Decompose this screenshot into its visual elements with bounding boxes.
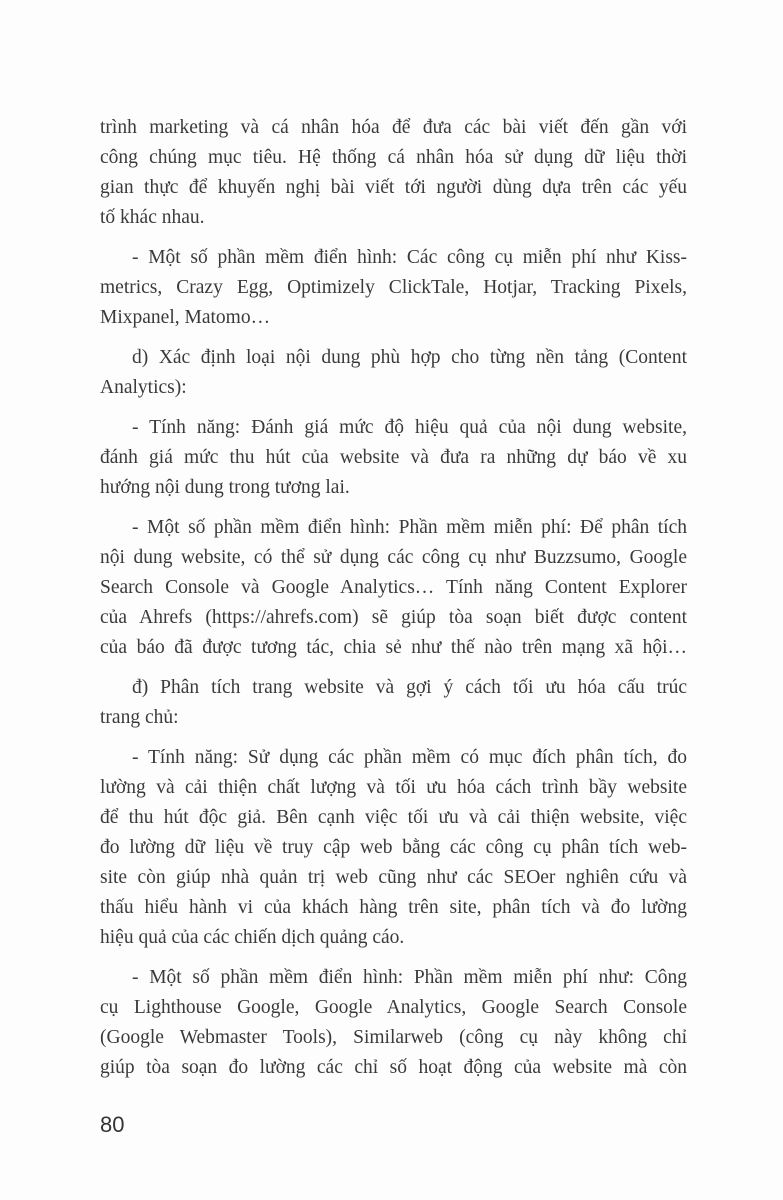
paragraph <box>100 413 687 503</box>
text-line: (Google Webmaster Tools), Similarweb (công cụ này không chỉ <box>100 1027 687 1048</box>
text-line: site còn giúp nhà quản trị web cũng như các SEOer nghiên cứu và <box>100 867 687 888</box>
paragraph <box>100 343 687 403</box>
text-line: cụ Lighthouse Google, Google Analytics, Google Search Console <box>100 997 687 1018</box>
text-line: Analytics): <box>100 377 187 398</box>
text-line: Mixpanel, Matomo… <box>100 307 271 328</box>
paragraph <box>100 963 687 1083</box>
text-line: đánh giá mức thu hút của website và đưa ra những dự báo về xu <box>100 447 687 468</box>
text-line: thấu hiểu hành vi của khách hàng trên site, phân tích và đo lường <box>100 897 687 918</box>
text-line: để thu hút độc giả. Bên cạnh việc tối ưu và cải thiện website, việc <box>100 807 687 828</box>
text-line: đo lường dữ liệu về truy cập web bằng các công cụ phân tích web- <box>100 837 687 858</box>
text-line: - Một số phần mềm điển hình: Phần mềm miễn phí: Để phân tích <box>132 517 687 538</box>
text-line: trang chủ: <box>100 707 179 728</box>
text-line: - Tính năng: Đánh giá mức độ hiệu quả của nội dung website, <box>132 417 687 438</box>
text-line: đ) Phân tích trang website và gợi ý cách tối ưu hóa cấu trúc <box>132 677 687 698</box>
text-line: d) Xác định loại nội dung phù hợp cho từng nền tảng (Content <box>132 347 687 368</box>
page-number: 80 <box>100 1112 125 1137</box>
paragraph <box>100 243 687 333</box>
text-block <box>100 113 687 1083</box>
text-line: tố khác nhau. <box>100 207 205 228</box>
paragraph <box>100 743 687 953</box>
text-line: giúp tòa soạn đo lường các chỉ số hoạt động của website mà còn <box>100 1057 687 1078</box>
text-line: gian thực để khuyến nghị bài viết tới người dùng dựa trên các yếu <box>100 177 687 198</box>
text-line: của Ahrefs (https://ahrefs.com) sẽ giúp tòa soạn biết được content <box>100 607 687 628</box>
text-line: trình marketing và cá nhân hóa để đưa các bài viết đến gần với <box>100 117 687 138</box>
text-line: Search Console và Google Analytics… Tính năng Content Explorer <box>100 577 687 598</box>
paragraph <box>100 113 687 233</box>
text-line: công chúng mục tiêu. Hệ thống cá nhân hóa sử dụng dữ liệu thời <box>100 147 687 168</box>
paragraph <box>100 673 687 733</box>
text-line: hiệu quả của các chiến dịch quảng cáo. <box>100 927 405 948</box>
text-line: nội dung website, có thể sử dụng các công cụ như Buzzsumo, Google <box>100 547 687 568</box>
text-line: hướng nội dung trong tương lai. <box>100 477 350 498</box>
text-line: - Một số phần mềm điển hình: Các công cụ miễn phí như Kiss- <box>132 247 687 268</box>
text-line: lường và cải thiện chất lượng và tối ưu hóa cách trình bầy website <box>100 777 687 798</box>
text-line: - Tính năng: Sử dụng các phần mềm có mục đích phân tích, đo <box>132 747 687 768</box>
paragraph <box>100 513 687 663</box>
text-line: của báo đã được tương tác, chia sẻ như thế nào trên mạng xã hội… <box>100 637 687 658</box>
text-line: - Một số phần mềm điển hình: Phần mềm miễn phí như: Công <box>132 967 687 988</box>
text-line: metrics, Crazy Egg, Optimizely ClickTale, Hotjar, Tracking Pixels, <box>100 277 687 298</box>
